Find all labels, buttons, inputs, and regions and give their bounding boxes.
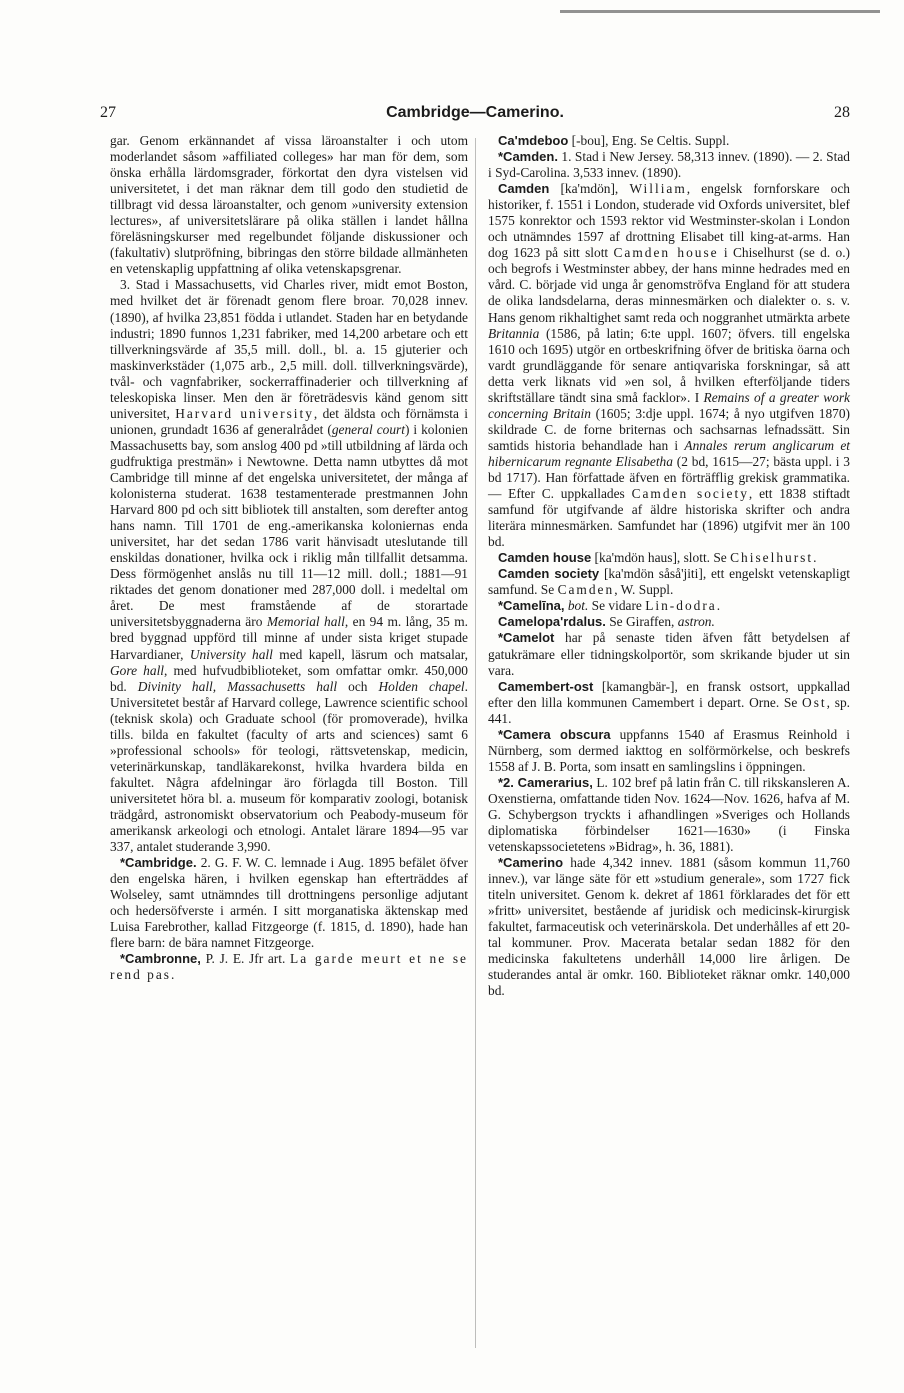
body-text: [ka'mdön såså'jiti], ett engelskt vetenskapligt samfund. Se: [488, 566, 850, 598]
body-text: Se vidare: [588, 598, 646, 614]
italic-text: Britannia: [488, 325, 540, 341]
entry-headword: Camden society: [498, 566, 600, 582]
body-text: , med hufvudbiblioteket, som omfattar omkr. 450,000 bd.: [110, 662, 468, 694]
body-text: , engelsk fornforskare och historiker, f. 1551 i London, studerade vid Oxfords universitet, blef 1575 konrektor och 1593 rektor vid Westminster-skolan i London och utnämndes 1597 af drottning Elisabet till king-at-arms. Han dog 1623 på sitt slott: [488, 181, 851, 261]
body-text: har på senaste tiden äfven fått betydelsen af gatukrämare eller tidningskolportör, som skrikande bjuder ut sin vara.: [488, 630, 850, 678]
body-text: [-bou], Eng. Se Celtis. Suppl.: [568, 133, 730, 148]
entry-headword: *Camerino: [498, 855, 564, 871]
italic-text: Divinity hall, Massachusetts hall: [137, 678, 338, 694]
body-text: hade 4,342 innev. 1881 (såsom kommun 11,760 innev.), var länge säte för ett »studium generale», som 1727 fick titeln universitet. Genom k. dekret af 1861 förklarades det för ett »fritt» universitet, bestående af juridisk och medicinsk-kirurgisk fakultet, farmaceutisk och veterinärskola. Det underhålles af ett 20-tal kommuner. Prov. Macerata betalar sedan 1882 för den medicinska fakultetens underhåll 14,000 lire årligen. De studerandes antal är omkr. 160. Biblioteket räknar omkr. 140,000 bd.: [488, 855, 850, 999]
body-text: uppfanns 1540 af Erasmus Reinhold i Nürnberg, som dermed iakttog en solförmörkelse, och beskrefs 1558 af J. B. Porta, som insatt en samlingslins i öppningen.: [488, 726, 850, 774]
italic-text: bot.: [567, 598, 589, 614]
spaced-text: Camden: [557, 582, 615, 598]
entry-paragraph: [488, 614, 850, 630]
page-number-left: 27: [100, 104, 116, 121]
spaced-text: Camden society: [631, 486, 749, 502]
body-text: .: [813, 550, 817, 566]
body-text: i Chiselhurst (se d. o.) och begrofs i Westminster abbey, der hans minne hedrades med en vård. C. började vid unga år genomströfva England för att studera de olika landsdelarna, deras minnesmärken och dialekter o. s. v. Hans genom rikhaltighet samt reda och noggranhet utmärkta arbete: [488, 245, 851, 325]
entry-paragraph: [110, 951, 468, 983]
body-text: 1. Stad i New Jersey. 58,313 innev. (1890). — 2. Stad i Syd-Carolina. 3,533 innev. (1890).: [488, 149, 850, 181]
scan-edge-line: [560, 10, 880, 13]
entry-headword: *2. Camerarius,: [498, 774, 593, 790]
body-text: med kapell, läsrum och matsalar,: [272, 646, 468, 662]
entry-paragraph: [488, 855, 850, 999]
entry-paragraph: [488, 181, 850, 550]
body-text: . Universitetet består af Harvard college, Lawrence scientific school (teknisk skola) och Graduate school (för promoverade), hvilka tills. bilda en fakultet (faculty of arts and sciences) samt 6 »professional schools» för teologi, rättsvetenskap, medicin, veterinärkunskap, tandläkarekonst, hvilka hvardera bilda en fakultet. Några afdelningar äro förlagda till Boston. Till universitetet höra bl. a. museum för komparativ zoologi, botanisk trädgård, astronomiskt observatorium och Peabody-museum för amerikansk arkeologi och etnologi. Antalet lärare 1894—95 var 337, antalet studerande 3,990.: [110, 678, 468, 855]
page-number-right: 28: [834, 104, 850, 121]
entry-headword: Camelopa'rdalus.: [498, 614, 606, 630]
entry-headword: *Camera obscura: [498, 726, 611, 742]
italic-text: Holden chapel: [378, 678, 465, 694]
italic-text: general court: [331, 421, 405, 437]
entry-paragraph: [488, 775, 850, 855]
spaced-text: Harvard university: [175, 405, 314, 421]
entry-paragraph: [110, 133, 468, 277]
entry-paragraph: [488, 133, 850, 149]
body-text: gar. Genom erkännandet af vissa läroanstalter i och utom moderlandet såsom »affiliated colleges» har man för dem, som önska erhålla lärdomsgrader, förkortat den dyra vistelsen vid universitetet, i det man räknar dem till godo den studietid de tillbragt vid dessa läroanstalter, och genom »university extension lectures», af universitetslärare på olika ställen i landet hållna föreläsningskurser med regelbundet följande diskussioner och (fakultativ) slutpröfning, bibringas den större bildade allmänheten en vetenskaplig uppfattning af olika vetenskapsgrenar.: [110, 133, 468, 277]
entry-paragraph: [488, 550, 850, 566]
body-text: (1605; 3:dje uppl. 1674; å nyo utgifven 1870) skildrade C. de forne briternas och sachsarnas lefnadssätt. Sin samtids historia behandlade han i: [488, 405, 850, 453]
entry-headword: *Cambridge.: [120, 855, 197, 871]
body-text: , sp. 441.: [488, 694, 850, 726]
italic-text: astron.: [677, 614, 715, 630]
entry-paragraph: [110, 855, 468, 951]
italic-text: Remains of a greater work concerning Britain: [488, 389, 850, 421]
body-text: 2. G. F. W. C. lemnade i Aug. 1895 befälet öfver den engelska hären, i hvilken egenskap han efterträddes af Wolseley, samt utnämndes till drottningens personlige adjutant och hedersöfverste i armén. I sitt morganatiska äktenskap med Luisa Farebrother, kallad Fitzgeorge (f. 1815, d. 1890), hade han flere barn: de bära namnet Fitzgeorge.: [110, 855, 468, 951]
italic-text: Annales rerum anglicarum et hibernicarum regnante Elisabetha: [488, 437, 850, 469]
spaced-text: Lin-dodra: [645, 598, 717, 614]
body-text: [kamangbär-], en fransk ostsort, uppkallad efter den lilla kommunen Camembert i depart. Orne. Se: [488, 678, 850, 710]
entry-headword: *Cambronne,: [120, 951, 201, 967]
entry-headword: *Camden.: [498, 149, 558, 165]
italic-text: University hall: [189, 646, 273, 662]
italic-text: Gore hall: [110, 662, 165, 678]
body-text: , en 94 m. lång, 35 m. bred byggnad uppförd till minne af under sista kriget stupade Harvardianer,: [110, 614, 469, 662]
body-text: [ka'mdön haus], slott. Se: [591, 550, 731, 566]
entry-paragraph: [488, 630, 850, 678]
entry-paragraph: [488, 727, 850, 775]
body-text: och: [337, 678, 379, 694]
body-text: (1586, på latin; 6:te uppl. 1607; öfvers. till engelska 1610 och 1695) utgör en ortbeskrifning öfver de britiska öarna och vardt grundläggande för senare antiqvariska forskningar, så att detta verk liknats vid »en sol, å hvilken efterföljande tiders skriftställare tändt sina små facklor». I: [488, 325, 850, 405]
body-text: L. 102 bref på latin från C. till rikskansleren A. Oxenstierna, omfattande tiden Nov. 1624—Nov. 1626, hafva af M. G. Schybergson tryckts i afhandlingen »Sveriges och Hollands diplomatiska förbindelser 1621—1630» (i Finska vetenskapssocietetens »Bidrag», h. 36, 1881).: [488, 774, 850, 855]
page-header: [100, 104, 850, 126]
body-text: [ka'mdön],: [549, 181, 630, 197]
entry-headword: Ca'mdeboo: [498, 133, 569, 148]
left-column: [110, 133, 468, 983]
spaced-text: Chiselhurst: [730, 550, 814, 566]
entry-paragraph: [488, 679, 850, 727]
entry-paragraph: [488, 149, 850, 181]
entry-paragraph: [488, 598, 850, 614]
body-text: P. J. E. Jfr art.: [200, 951, 291, 967]
spaced-text: Ost: [802, 694, 827, 710]
body-text: Se Giraffen,: [605, 614, 678, 630]
spaced-text: La garde meurt et ne se rend pas.: [110, 951, 468, 983]
italic-text: Memorial hall: [266, 614, 345, 630]
body-text: , W. Suppl.: [614, 582, 674, 598]
entry-headword: Camembert-ost: [498, 678, 594, 694]
entry-paragraph: [488, 566, 850, 598]
entry-headword: *Camelot: [498, 630, 555, 646]
entry-headword: *Camelīna,: [498, 598, 565, 614]
entry-headword: Camden house: [498, 550, 592, 566]
spaced-text: Camden house: [613, 245, 719, 261]
body-text: .: [716, 598, 721, 614]
right-column: [488, 133, 850, 1000]
spaced-text: William: [629, 181, 687, 197]
body-text: ) i kolonien Massachusetts bay, som anslog 400 pd »till utbildning af lärda och gudfruktiga prestmän» i Newtowne. Detta namn utbyttes då mot Cambridge till minne af det engelska universitetet, der många af kolonisterna studerat. 1638 testamenterade prestmannen John Harvard 800 pd och sitt bibliotek till anstalten, som derefter antog hans namn. Till 1701 de eng.-amerikanska koloniernas enda universitet, har det sedan 1786 varit hänvisadt uteslutande till enskildas donationer, hvilka ock i riklig mån tillfallit detsamma. Dess förmögenhet anslås nu till 11—12 mill. doll.; 1881—91 riktades det genom donationer med 287,000 doll. i medeltal om året. De mest framstående af de storartade universitetsbyggnaderna äro: [110, 421, 468, 630]
entry-headword: Camden: [498, 181, 550, 197]
body-text: , det äldsta och förnämsta i unionen, grundadt 1636 af generalrådet (: [110, 405, 468, 437]
running-title: Cambridge—Camerino.: [386, 104, 564, 121]
entry-paragraph: [110, 277, 468, 855]
body-text: 3. Stad i Massachusetts, vid Charles river, midt emot Boston, med hvilket det är förenadt genom flere broar. 70,028 innev. (1890), af hvilka 23,851 födda i utlandet. Staden har en betydande industri; 1890 funnos 1,231 fabriker, med 14,200 arbetare och ett tillverkningsvärde af 35,5 mill. doll., bl. a. 15 gjuterier och maskinverkstäder (1,075 arb., 2,5 mill. doll. tillverkningsvärde), tvål- och vagnfabriker, sockerraffinaderier och tillverkning af teleskopiska linser. Men den är företrädesvis känd genom sitt universitet,: [110, 277, 468, 421]
body-text: , ett 1838 stiftadt samfund för utgifvande af äldre historiska skrifter och andra literära minnesmärken. Samfundet har (1896) utgifvit mer än 100 bd.: [488, 486, 851, 550]
column-divider: [475, 138, 476, 1348]
body-text: (2 bd, 1615—27; bästa uppl. i 3 bd 1717). Han författade äfven en förträfflig grekisk grammatika. — Efter C. uppkallades: [488, 453, 850, 502]
